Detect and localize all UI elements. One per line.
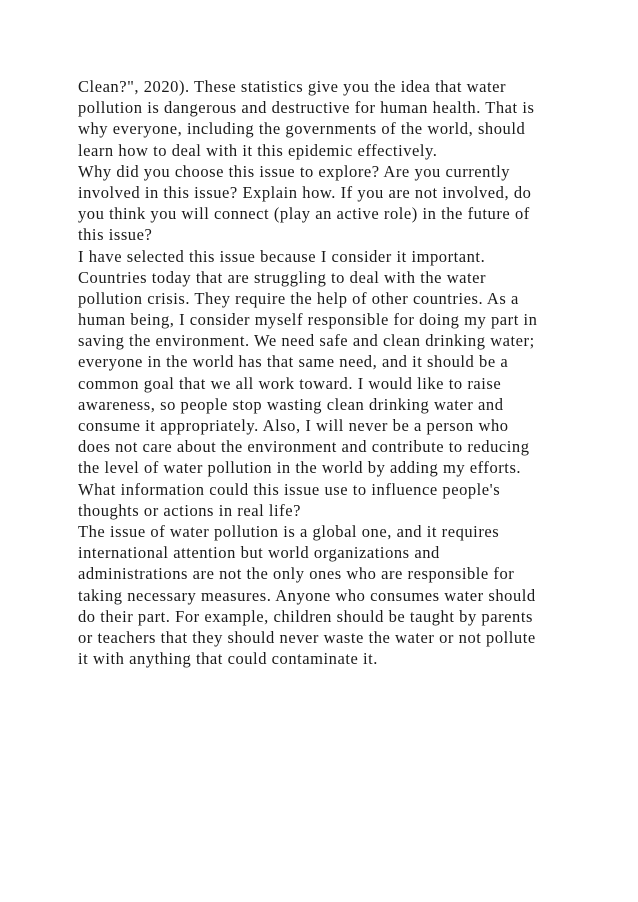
text-line: consume it appropriately. Also, I will never be a person who xyxy=(78,416,509,435)
text-line: the level of water pollution in the world by adding my efforts. xyxy=(78,458,522,478)
text-line: awareness, so people stop wasting clean drinking water and xyxy=(78,394,504,414)
text-line: international attention but world organizations and xyxy=(78,543,440,563)
text-line: it with anything that could contaminate it. xyxy=(78,649,378,669)
text-line: common goal that we all work toward. I would like to raise xyxy=(78,373,502,393)
text-line: everyone in the world has that same need, and it should be a xyxy=(78,352,509,372)
text-line: Countries today that are struggling to deal with the water xyxy=(78,267,487,287)
text-line: do their part. For example, children should be taught by parents xyxy=(78,606,533,626)
question-line: this issue? xyxy=(78,225,153,245)
text-line: saving the environment. We need safe and clean drinking water; xyxy=(78,331,535,351)
text-line: pollution crisis. They require the help of other countries. As a xyxy=(78,288,519,308)
text-line: The issue of water pollution is a global one, and it requires xyxy=(78,521,500,541)
text-line: human being, I consider myself responsible for doing my part in xyxy=(78,310,538,330)
question-line: thoughts or actions in real life? xyxy=(78,500,301,520)
text-line: Clean?", 2020). These statistics give you the idea that water xyxy=(78,77,507,96)
question-line: you think you will connect (play an active role) in the future of xyxy=(78,204,530,224)
text-line: or teachers that they should never waste the water or not pollute xyxy=(78,627,536,647)
question-line: What information could this issue use to influence people's xyxy=(78,479,501,499)
question-line: involved in this issue? Explain how. If you are not involved, do xyxy=(78,182,532,202)
text-line: taking necessary measures. Anyone who consumes water should xyxy=(78,585,536,605)
document-body xyxy=(78,76,578,669)
text-line: administrations are not the only ones who are responsible for xyxy=(78,564,515,584)
question-line: Why did you choose this issue to explore? Are you currently xyxy=(78,161,511,181)
text-line: I have selected this issue because I consider it important. xyxy=(78,246,486,266)
text-line: does not care about the environment and contribute to reducing xyxy=(78,437,530,457)
text-line: why everyone, including the governments of the world, should xyxy=(78,119,526,139)
text-line: pollution is dangerous and destructive for human health. That is xyxy=(78,98,535,118)
text-line: learn how to deal with it this epidemic effectively. xyxy=(78,140,438,160)
